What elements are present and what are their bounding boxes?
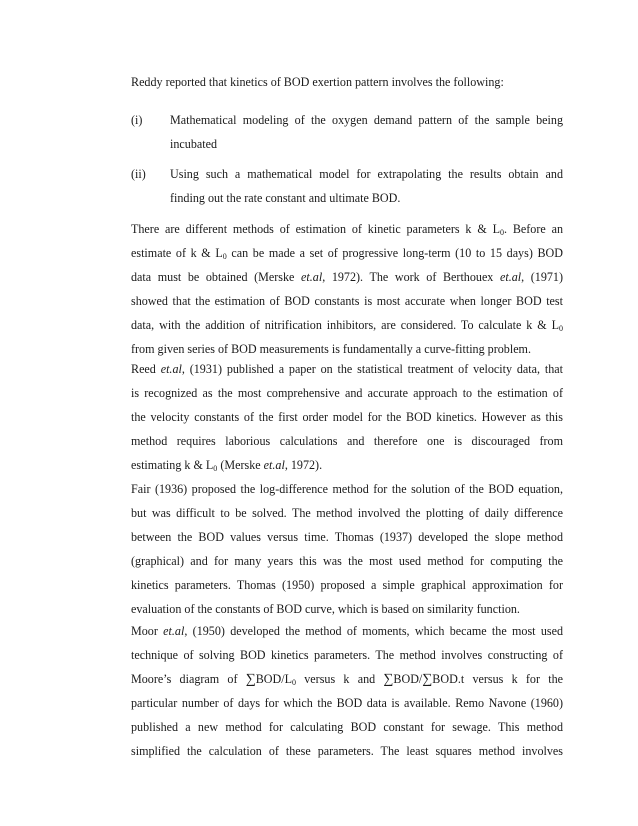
text-line: data, with the addition of nitrification inhibitors, are considered. To calculate k & $L_0$ — [131, 318, 563, 333]
text-line: estimate of k & $L_0$ can be made a set of progressive long-term (10 to 15 days) BOD — [131, 246, 564, 261]
paragraph-moor — [131, 619, 563, 763]
paragraph-fair — [131, 477, 563, 621]
list-number: (ii) — [131, 167, 146, 181]
text-line: Moor et.al, (1950) developed the method of moments, which became the most used — [131, 624, 563, 638]
list-line: Using such a mathematical model for extrapolating the results obtain and — [170, 167, 563, 181]
text-line: kinetics parameters. Thomas (1950) proposed a simple graphical approximation for — [131, 578, 563, 592]
intro-paragraph — [131, 70, 563, 94]
text-line: Moore’s diagram of $\sum BOD/L_0$ versus k and ∑BOD/∑BOD.t versus k for the — [131, 672, 563, 687]
text-line: There are different methods of estimation of kinetic parameters k & $L_0$. Before an — [131, 222, 563, 237]
text-line: data must be obtained (Merske et.al, 1972). The work of Berthouex et.al, (1971) — [131, 270, 564, 284]
paragraph-reed — [131, 357, 563, 477]
text-line: the velocity constants of the first order model for the BOD kinetics. However as this — [131, 410, 563, 424]
text-line: particular number of days for which the BOD data is available. Remo Navone (1960) — [131, 696, 563, 710]
list-line: finding out the rate constant and ultimate BOD. — [170, 191, 401, 205]
text-line: Fair (1936) proposed the log-difference method for the solution of the BOD equation, — [131, 482, 563, 496]
text-line: from given series of BOD measurements is fundamentally a curve-fitting problem. — [131, 342, 531, 356]
intro-line: Reddy reported that kinetics of BOD exertion pattern involves the following: — [131, 75, 504, 89]
text-line: between the BOD values versus time. Thomas (1937) developed the slope method — [131, 530, 563, 544]
list-line: Mathematical modeling of the oxygen demand pattern of the sample being — [170, 113, 563, 127]
list-line: incubated — [170, 137, 218, 151]
text-line: estimating k & $L_0$ (Merske et.al, 1972). — [131, 458, 323, 473]
text-line: simplified the calculation of these parameters. The least squares method involves — [131, 744, 563, 758]
text-line: (graphical) and for many years this was the most used method for computing the — [131, 554, 563, 568]
text-line: published a new method for calculating BOD constant for sewage. This method — [131, 720, 563, 734]
text-line: method requires laborious calculations and therefore one is discouraged from — [131, 434, 563, 448]
text-line: but was difficult to be solved. The method involved the plotting of daily difference — [131, 506, 563, 520]
text-line: Reed et.al, (1931) published a paper on the statistical treatment of velocity data, that — [131, 362, 564, 376]
list-number: (i) — [131, 113, 143, 127]
text-line: is recognized as the most comprehensive and accurate approach to the estimation of — [131, 386, 563, 400]
text-line: technique of solving BOD kinetics parameters. The method involves constructing of — [131, 648, 563, 662]
text-line: evaluation of the constants of BOD curve, which is based on similarity function. — [131, 602, 520, 616]
text-line: showed that the estimation of BOD constants is most accurate when longer BOD test — [131, 294, 563, 308]
paragraph-kinetic-parameters — [131, 217, 563, 361]
